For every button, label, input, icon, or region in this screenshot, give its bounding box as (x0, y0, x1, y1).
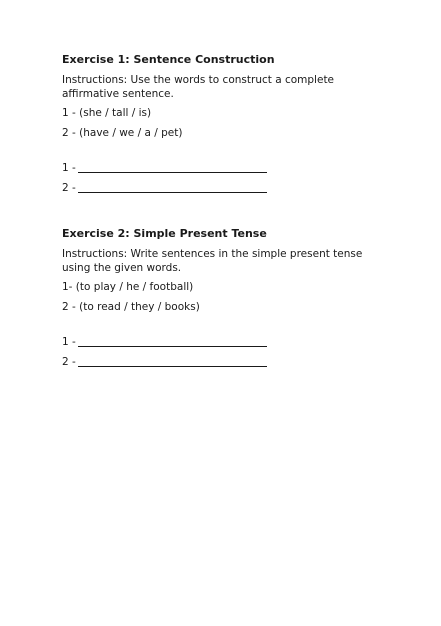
answer-blank-line[interactable] (78, 366, 267, 367)
answer-blank-line[interactable] (78, 346, 267, 347)
answer-row (62, 356, 392, 369)
prompt-item: 2 - (have / we / a / pet) (62, 127, 183, 139)
prompt-item: 2 - (to read / they / books) (62, 301, 200, 313)
answer-row (62, 182, 392, 195)
exercise-2 (62, 227, 392, 376)
prompt-item: 1- (to play / he / football) (62, 281, 194, 293)
exercise-title: Exercise 2: Simple Present Tense (62, 227, 267, 240)
prompt-item: 1 - (she / tall / is) (62, 107, 152, 119)
answer-number: 1 - (62, 336, 76, 348)
answer-row (62, 336, 392, 349)
answer-row (62, 162, 392, 175)
exercise-instructions: Instructions: Use the words to construct a complete affirmative sentence. (62, 74, 335, 100)
answer-area (62, 162, 392, 195)
exercise-1 (62, 53, 392, 202)
answer-area (62, 336, 392, 369)
exercise-title: Exercise 1: Sentence Construction (62, 53, 275, 66)
answer-number: 2 - (62, 356, 76, 368)
answer-blank-line[interactable] (78, 192, 267, 193)
answer-number: 1 - (62, 162, 76, 174)
exercise-instructions: Instructions: Write sentences in the simple present tense using the given words. (62, 248, 363, 274)
answer-number: 2 - (62, 182, 76, 194)
answer-blank-line[interactable] (78, 172, 267, 173)
